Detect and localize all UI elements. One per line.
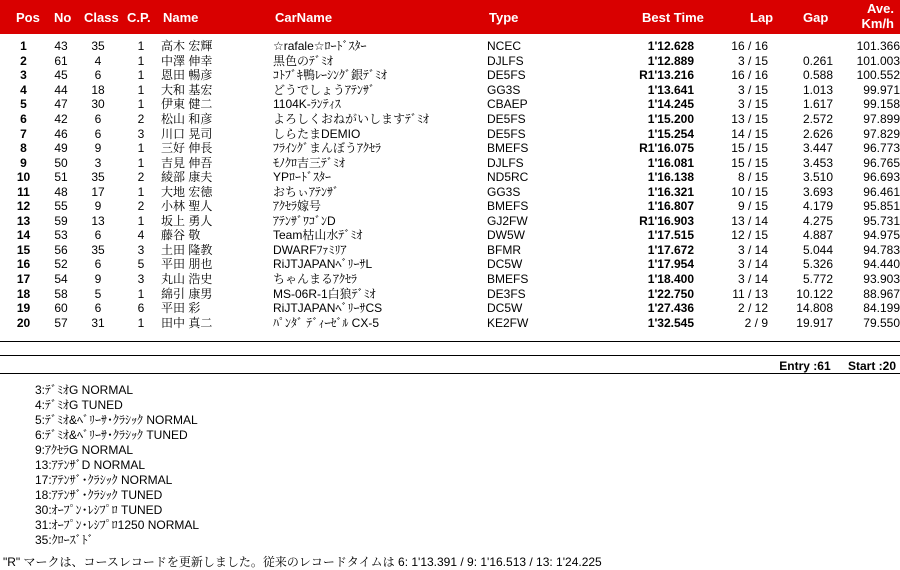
cell-car-type: DC5W <box>487 257 523 272</box>
cell-car-number: 44 <box>54 82 68 97</box>
cell-driver-name: 綾部 康夫 <box>161 170 213 185</box>
cell-class: 30 <box>91 97 105 112</box>
cell-best-time: 1'13.641 <box>647 82 694 97</box>
header-class: Class <box>84 10 119 25</box>
legend-item: 13:ｱﾃﾝｻﾞD NORMAL <box>35 458 146 472</box>
cell-average-speed: 96.773 <box>863 141 900 156</box>
cell-car-type: DC5W <box>487 301 523 316</box>
cell-driver-name: 藤谷 敬 <box>161 228 201 243</box>
cell-car-type: GG3S <box>487 82 521 97</box>
table-row <box>0 301 900 316</box>
cell-lap: 11 / 13 <box>732 286 768 301</box>
cell-driver-name: 川口 晃司 <box>161 126 213 141</box>
cell-best-time: 1'15.200 <box>647 112 694 126</box>
cell-car-name: どうでしょうｱﾃﾝｻﾞ <box>273 82 376 97</box>
cell-average-speed: 97.899 <box>863 112 900 126</box>
cell-car-type: DJLFS <box>487 53 524 68</box>
cell-driver-name: 丸山 浩史 <box>161 272 213 287</box>
table-row <box>0 126 900 141</box>
cell-car-number: 49 <box>54 141 68 156</box>
table-row <box>0 141 900 156</box>
cell-lap: 12 / 15 <box>731 228 768 243</box>
cell-gap <box>768 39 833 54</box>
cell-car-number: 54 <box>54 272 68 287</box>
cell-lap: 3 / 14 <box>737 242 768 257</box>
header-pos: Pos <box>16 10 40 25</box>
cell-pos: 12 <box>16 199 31 214</box>
header-speed-unit: Km/h <box>861 16 894 31</box>
cell-average-speed: 100.552 <box>856 68 900 83</box>
cell-average-speed: 101.003 <box>856 53 900 68</box>
cell-lap: 16 / 16 <box>731 39 768 54</box>
cell-driver-name: 松山 和彦 <box>161 112 213 126</box>
cell-driver-name: 平田 彩 <box>161 301 201 316</box>
cell-lap: 2 / 12 <box>737 301 768 316</box>
cell-car-type: DJLFS <box>487 155 524 170</box>
cell-class: 6 <box>94 257 102 272</box>
cell-average-speed: 97.829 <box>863 126 900 141</box>
cell-car-type: ND5RC <box>487 170 529 185</box>
cell-class: 6 <box>94 301 102 316</box>
cell-class: 35 <box>91 39 105 54</box>
cell-pos: 3 <box>20 68 27 83</box>
cell-gap: 3.453 <box>802 155 833 170</box>
cell-car-type: BMEFS <box>487 272 529 287</box>
cell-class: 35 <box>91 242 105 257</box>
cell-gap: 5.044 <box>802 242 833 257</box>
cell-average-speed: 96.693 <box>863 170 900 185</box>
cell-car-name: しらたまDEMIO <box>273 126 361 141</box>
cell-car-type: BMEFS <box>487 199 529 214</box>
cell-class-position: 5 <box>137 257 145 272</box>
cell-car-number: 60 <box>54 301 68 316</box>
cell-lap: 3 / 14 <box>737 257 768 272</box>
cell-pos: 1 <box>20 39 27 54</box>
cell-average-speed: 99.158 <box>863 97 900 112</box>
cell-car-name: RiJTJAPANﾍﾞﾘｰｻL <box>273 257 373 272</box>
cell-class-position: 2 <box>137 170 145 185</box>
cell-class-position: 1 <box>137 39 145 54</box>
cell-car-name: MS-06R-1白狼ﾃﾞﾐｵ <box>273 286 376 301</box>
cell-class: 3 <box>94 155 102 170</box>
summary-bottom-rule <box>0 373 900 374</box>
results-table <box>0 39 900 330</box>
cell-car-number: 50 <box>54 155 68 170</box>
cell-gap: 4.179 <box>802 199 833 214</box>
cell-driver-name: 三好 伸長 <box>161 141 213 156</box>
cell-car-type: NCEC <box>487 39 522 54</box>
header-lap: Lap <box>750 10 774 25</box>
legend-item: 35:ｸﾛｰｽﾞﾄﾞ <box>35 533 94 547</box>
cell-driver-name: 坂上 勇人 <box>161 213 213 228</box>
cell-driver-name: 小林 聖人 <box>161 199 213 214</box>
legend-item: 5:ﾃﾞﾐｵ&ﾍﾞﾘｰｻ･ｸﾗｼｯｸ NORMAL <box>35 413 198 427</box>
cell-pos: 6 <box>20 112 27 126</box>
cell-car-name: 1104K-ﾗﾝﾃｨｽ <box>273 97 341 112</box>
table-row <box>0 199 900 214</box>
cell-driver-name: 綿引 康男 <box>161 286 213 301</box>
cell-car-name: ｱｸｾﾗ嫁号 <box>273 199 322 214</box>
cell-gap: 3.510 <box>802 170 833 185</box>
cell-car-type: GJ2FW <box>487 213 528 228</box>
cell-car-name: よろしくおねがいしますﾃﾞﾐｵ <box>273 112 430 126</box>
table-row <box>0 112 900 127</box>
cell-best-time: 1'16.138 <box>647 170 694 185</box>
cell-pos: 17 <box>16 272 31 287</box>
cell-average-speed: 94.975 <box>863 228 900 243</box>
cell-class: 6 <box>94 228 102 243</box>
cell-best-time: 1'32.545 <box>647 315 694 330</box>
header-speed-ave: Ave. <box>867 1 894 16</box>
cell-class-position: 6 <box>137 301 145 316</box>
header-carname: CarName <box>275 10 333 25</box>
cell-driver-name: 吉見 伸吾 <box>161 155 213 170</box>
cell-car-type: CBAEP <box>487 97 528 112</box>
header-no: No <box>54 10 72 25</box>
cell-car-number: 55 <box>54 199 68 214</box>
cell-class: 6 <box>94 68 102 83</box>
cell-driver-name: 大地 宏徳 <box>161 184 213 199</box>
cell-average-speed: 93.903 <box>863 272 900 287</box>
start-count: Start :20 <box>847 359 896 373</box>
cell-average-speed: 88.967 <box>863 286 900 301</box>
cell-driver-name: 高木 宏輝 <box>161 39 213 54</box>
cell-class-position: 1 <box>137 68 145 83</box>
cell-gap: 3.447 <box>802 141 833 156</box>
table-row <box>0 83 900 98</box>
cell-gap: 0.588 <box>802 68 833 83</box>
cell-best-time: 1'16.807 <box>647 199 694 214</box>
header-gap: Gap <box>803 10 829 25</box>
cell-class-position: 1 <box>137 53 145 68</box>
cell-best-time: 1'16.081 <box>647 155 694 170</box>
cell-gap: 1.013 <box>802 82 833 97</box>
cell-driver-name: 伊東 健二 <box>161 97 213 112</box>
cell-best-time: 1'18.400 <box>647 272 694 287</box>
cell-car-name: おちぃｱﾃﾝｻﾞ <box>273 184 340 199</box>
record-note: "R" マークは、コースレコードを更新しました。従来のレコードタイムは 6: 1'13.391 / 9: 1'16.513 / 13: 1'24.225 <box>3 555 602 569</box>
table-row <box>0 243 900 258</box>
cell-lap: 13 / 14 <box>731 213 768 228</box>
results-body <box>0 39 900 330</box>
cell-best-time: 1'12.889 <box>647 53 694 68</box>
cell-gap: 10.122 <box>796 286 833 301</box>
cell-gap: 4.887 <box>802 228 833 243</box>
legend-item: 30:ｵｰﾌﾟﾝ･ﾚｼﾌﾟﾛ TUNED <box>35 503 163 517</box>
cell-class: 17 <box>91 184 105 199</box>
cell-gap: 5.772 <box>802 272 833 287</box>
table-row <box>0 315 900 330</box>
header-type: Type <box>489 10 519 25</box>
cell-pos: 20 <box>16 315 31 330</box>
cell-lap: 15 / 15 <box>731 141 768 156</box>
cell-car-name: ﾊﾟﾝﾀﾞ ﾃﾞｨｰｾﾞﾙ CX-5 <box>273 315 380 330</box>
cell-best-time: R1'16.075 <box>639 141 694 156</box>
cell-lap: 3 / 15 <box>737 53 768 68</box>
cell-class-position: 3 <box>137 272 145 287</box>
cell-lap: 9 / 15 <box>737 199 768 214</box>
cell-car-number: 43 <box>54 39 68 54</box>
cell-lap: 15 / 15 <box>731 155 768 170</box>
cell-driver-name: 田中 真二 <box>161 315 213 330</box>
cell-car-number: 59 <box>54 213 68 228</box>
cell-car-name: ﾌﾗｲﾝｸﾞまんぼうｱｸｾﾗ <box>273 141 382 156</box>
cell-class-position: 3 <box>137 126 145 141</box>
legend-item: 17:ｱﾃﾝｻﾞ･ｸﾗｼｯｸ NORMAL <box>35 473 173 487</box>
cell-pos: 14 <box>16 228 31 243</box>
cell-car-number: 52 <box>54 257 68 272</box>
cell-pos: 8 <box>20 141 27 156</box>
cell-class: 31 <box>91 315 105 330</box>
cell-class-position: 4 <box>137 228 145 243</box>
cell-lap: 3 / 14 <box>737 272 768 287</box>
cell-gap: 0.261 <box>802 53 833 68</box>
table-row <box>0 155 900 170</box>
cell-gap: 2.626 <box>802 126 833 141</box>
cell-lap: 13 / 15 <box>731 112 768 126</box>
cell-car-number: 58 <box>54 286 68 301</box>
cell-car-number: 56 <box>54 242 68 257</box>
cell-car-type: DE5FS <box>487 68 526 83</box>
cell-gap: 2.572 <box>802 112 833 126</box>
cell-best-time: R1'13.216 <box>639 68 694 83</box>
cell-average-speed: 94.783 <box>863 242 900 257</box>
cell-car-type: DW5W <box>487 228 525 243</box>
table-row <box>0 228 900 243</box>
cell-pos: 11 <box>17 184 30 199</box>
cell-car-number: 53 <box>54 228 68 243</box>
cell-car-type: DE5FS <box>487 112 526 126</box>
cell-average-speed: 95.851 <box>863 199 900 214</box>
cell-class: 6 <box>94 126 102 141</box>
header-speed <box>862 1 895 31</box>
cell-class: 9 <box>94 199 102 214</box>
cell-class-position: 3 <box>137 242 145 257</box>
cell-driver-name: 土田 隆教 <box>161 242 213 257</box>
cell-lap: 3 / 15 <box>737 97 768 112</box>
cell-driver-name: 大和 基宏 <box>161 82 213 97</box>
results-header <box>0 0 900 34</box>
cell-car-type: DE5FS <box>487 126 526 141</box>
table-row <box>0 68 900 83</box>
entry-summary <box>765 359 896 373</box>
table-row <box>0 170 900 185</box>
cell-class: 13 <box>91 213 105 228</box>
cell-average-speed: 96.461 <box>863 184 900 199</box>
cell-best-time: 1'16.321 <box>647 184 694 199</box>
cell-gap: 3.693 <box>802 184 833 199</box>
table-bottom-rule <box>0 341 900 342</box>
cell-car-number: 47 <box>54 97 68 112</box>
cell-pos: 19 <box>16 301 31 316</box>
cell-pos: 13 <box>16 213 31 228</box>
legend-item: 31:ｵｰﾌﾟﾝ･ﾚｼﾌﾟﾛ1250 NORMAL <box>35 518 200 532</box>
legend-item: 6:ﾃﾞﾐｵ&ﾍﾞﾘｰｻ･ｸﾗｼｯｸ TUNED <box>35 428 188 442</box>
cell-average-speed: 84.199 <box>863 301 900 316</box>
cell-class-position: 1 <box>137 155 145 170</box>
cell-pos: 15 <box>16 242 31 257</box>
table-row <box>0 214 900 229</box>
cell-best-time: 1'15.254 <box>647 126 694 141</box>
cell-best-time: 1'17.515 <box>647 228 694 243</box>
cell-car-number: 46 <box>54 126 68 141</box>
cell-car-name: YPﾛｰﾄﾞｽﾀｰ <box>273 170 332 185</box>
cell-car-type: BMEFS <box>487 141 529 156</box>
cell-car-number: 48 <box>54 184 68 199</box>
cell-average-speed: 99.971 <box>863 82 900 97</box>
cell-gap: 14.808 <box>796 301 833 316</box>
cell-class-position: 1 <box>137 286 145 301</box>
header-cp: C.P. <box>127 10 151 25</box>
table-row <box>0 97 900 112</box>
cell-car-name: ｱﾃﾝｻﾞﾜｺﾞﾝD <box>273 213 336 228</box>
cell-class-position: 1 <box>137 184 145 199</box>
cell-car-name: ちゃんまるｱｸｾﾗ <box>273 272 358 287</box>
cell-car-type: BFMR <box>487 242 521 257</box>
cell-pos: 18 <box>16 286 31 301</box>
cell-car-number: 51 <box>54 170 68 185</box>
cell-lap: 2 / 9 <box>744 315 768 330</box>
cell-car-name: ｺﾄﾌﾞｷ鴨ﾚｰｼﾝｸﾞ銀ﾃﾞﾐｵ <box>273 68 388 83</box>
legend-item: 18:ｱﾃﾝｻﾞ･ｸﾗｼｯｸ TUNED <box>35 488 163 502</box>
table-row <box>0 184 900 199</box>
table-row <box>0 39 900 54</box>
cell-car-number: 61 <box>54 53 68 68</box>
cell-class: 4 <box>94 53 102 68</box>
cell-average-speed: 95.731 <box>863 213 900 228</box>
legend-item: 9:ｱｸｾﾗG NORMAL <box>35 443 134 457</box>
table-row <box>0 257 900 272</box>
cell-car-type: KE2FW <box>487 315 529 330</box>
cell-car-number: 57 <box>54 315 68 330</box>
cell-car-name: ☆rafale☆ﾛｰﾄﾞｽﾀｰ <box>273 39 367 54</box>
cell-car-number: 42 <box>54 112 68 126</box>
cell-pos: 10 <box>16 170 31 185</box>
cell-class-position: 2 <box>137 199 145 214</box>
cell-class: 6 <box>94 112 102 126</box>
cell-class: 5 <box>94 286 102 301</box>
cell-pos: 2 <box>20 53 27 68</box>
entry-count: Entry :61 <box>779 359 831 373</box>
cell-gap: 19.917 <box>796 315 833 330</box>
cell-best-time: 1'12.628 <box>647 39 694 54</box>
table-row <box>0 54 900 69</box>
cell-lap: 3 / 15 <box>737 82 768 97</box>
summary-top-rule <box>0 355 900 356</box>
cell-class-position: 1 <box>137 141 145 156</box>
class-legend <box>35 383 199 548</box>
table-row <box>0 272 900 287</box>
cell-class: 9 <box>94 141 102 156</box>
cell-class-position: 1 <box>137 82 145 97</box>
cell-best-time: 1'14.245 <box>647 97 694 112</box>
cell-average-speed: 101.366 <box>856 39 900 54</box>
cell-average-speed: 79.550 <box>863 315 900 330</box>
cell-gap: 4.275 <box>802 213 833 228</box>
cell-car-name: Team枯山水ﾃﾞﾐｵ <box>273 228 363 243</box>
cell-pos: 4 <box>20 82 27 97</box>
cell-pos: 9 <box>20 155 27 170</box>
cell-car-name: 黒色のﾃﾞﾐｵ <box>273 53 334 68</box>
cell-class-position: 1 <box>137 315 145 330</box>
cell-best-time: 1'22.750 <box>647 286 694 301</box>
cell-class-position: 1 <box>137 97 145 112</box>
cell-average-speed: 94.440 <box>863 257 900 272</box>
cell-lap: 16 / 16 <box>731 68 768 83</box>
cell-pos: 7 <box>20 126 27 141</box>
header-name: Name <box>163 10 199 25</box>
cell-class-position: 1 <box>137 213 145 228</box>
legend-item: 3:ﾃﾞﾐｵG NORMAL <box>35 383 134 397</box>
cell-car-type: DE3FS <box>487 286 526 301</box>
cell-best-time: 1'17.954 <box>647 257 694 272</box>
cell-car-name: DWARFﾌｧﾐﾘｱ <box>273 242 347 257</box>
cell-driver-name: 恩田 暢彦 <box>161 68 213 83</box>
cell-car-type: GG3S <box>487 184 521 199</box>
cell-class-position: 2 <box>137 112 145 126</box>
cell-class: 35 <box>91 170 105 185</box>
cell-lap: 10 / 15 <box>731 184 768 199</box>
legend-item: 4:ﾃﾞﾐｵG TUNED <box>35 398 123 412</box>
cell-class: 18 <box>91 82 105 97</box>
cell-lap: 8 / 15 <box>737 170 768 185</box>
table-row <box>0 286 900 301</box>
cell-pos: 16 <box>16 257 31 272</box>
cell-car-name: ﾓﾉｸﾛ吉三ﾃﾞﾐｵ <box>273 155 346 170</box>
cell-car-number: 45 <box>54 68 68 83</box>
cell-best-time: 1'27.436 <box>647 301 694 316</box>
cell-gap: 5.326 <box>802 257 833 272</box>
header-best-time: Best Time <box>642 10 704 25</box>
cell-class: 9 <box>94 272 102 287</box>
cell-gap: 1.617 <box>802 97 833 112</box>
cell-lap: 14 / 15 <box>731 126 768 141</box>
cell-driver-name: 中澤 伸幸 <box>161 53 213 68</box>
cell-car-name: RiJTJAPANﾍﾞﾘｰｻCS <box>273 301 383 316</box>
cell-best-time: R1'16.903 <box>639 213 694 228</box>
cell-best-time: 1'17.672 <box>647 242 694 257</box>
cell-driver-name: 平田 朋也 <box>161 257 213 272</box>
cell-pos: 5 <box>20 97 27 112</box>
cell-average-speed: 96.765 <box>863 155 900 170</box>
